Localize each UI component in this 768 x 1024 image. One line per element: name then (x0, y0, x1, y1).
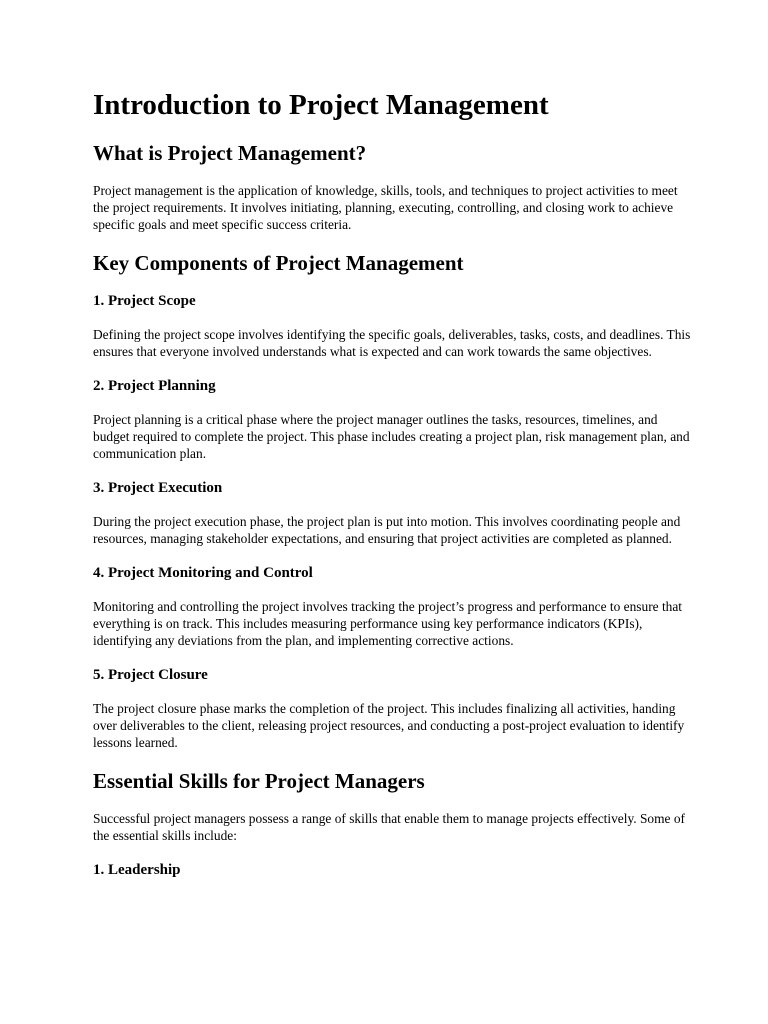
subheading-project-monitoring: 4. Project Monitoring and Control (93, 565, 313, 581)
subheading-project-planning: 2. Project Planning (93, 378, 216, 394)
section-heading-skills: Essential Skills for Project Managers (93, 769, 425, 793)
paragraph-project-execution: During the project execution phase, the project plan is put into motion. This involves coordinating people and resources, managing stakeholder expectations, and ensuring that project activities are completed as planned. (93, 514, 681, 546)
section-heading-components: Key Components of Project Management (93, 251, 464, 275)
paragraph-project-planning: Project planning is a critical phase where the project manager outlines the tasks, resources, timelines, and budget required to complete the project. This phase includes creating a project plan, risk management plan, and communication plan. (93, 412, 690, 461)
paragraph-project-monitoring: Monitoring and controlling the project involves tracking the project’s progress and performance to ensure that everything is on track. This includes measuring performance using key performance indicators (KPIs), identifying any deviations from the plan, and implementing corrective actions. (93, 599, 683, 648)
section-body-skills: Successful project managers possess a range of skills that enable them to manage projects effectively. Some of the essential skills include: (93, 811, 685, 843)
paragraph-project-scope: Defining the project scope involves identifying the specific goals, deliverables, tasks, costs, and deadlines. This ensures that everyone involved understands what is expected and can work towards the same objectives. (93, 327, 691, 359)
document-page (93, 88, 693, 895)
subheading-leadership: 1. Leadership (93, 862, 181, 878)
document-title: Introduction to Project Management (93, 89, 549, 121)
section-heading-what-is: What is Project Management? (93, 141, 367, 165)
subheading-project-closure: 5. Project Closure (93, 667, 208, 683)
subheading-project-execution: 3. Project Execution (93, 480, 223, 496)
paragraph-project-closure: The project closure phase marks the completion of the project. This includes finalizing all activities, handing over deliverables to the client, releasing project resources, and conducting a post-project evaluation to identify lessons learned. (93, 701, 685, 750)
section-body-what-is: Project management is the application of knowledge, skills, tools, and techniques to project activities to meet the project requirements. It involves initiating, planning, executing, controlling, and closing work to achieve specific goals and meet specific success criteria. (93, 183, 678, 232)
subheading-project-scope: 1. Project Scope (93, 293, 196, 309)
